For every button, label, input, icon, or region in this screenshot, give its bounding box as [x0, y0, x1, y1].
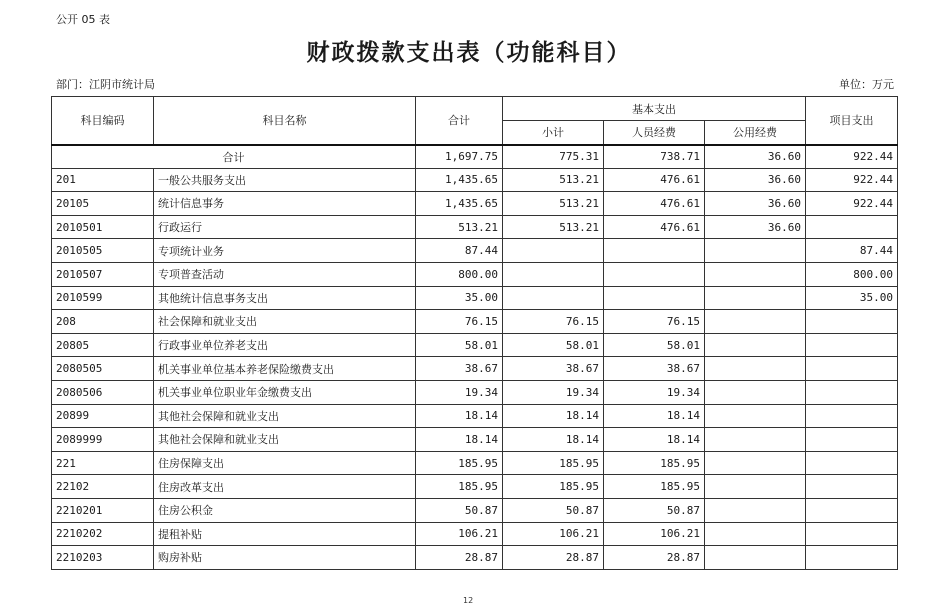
table-row [52, 498, 898, 522]
table-row [52, 239, 898, 263]
public-cell [705, 451, 806, 475]
subtotal-cell: 513.21 [503, 168, 604, 192]
personnel-cell: 476.61 [604, 192, 705, 216]
total-cell: 18.14 [416, 428, 503, 452]
header-personnel: 人员经费 [604, 121, 705, 145]
code-cell: 2080506 [52, 380, 154, 404]
name-cell: 行政事业单位养老支出 [154, 333, 416, 357]
total-cell: 87.44 [416, 239, 503, 263]
name-cell: 提租补贴 [154, 522, 416, 546]
code-cell: 2210201 [52, 498, 154, 522]
code-cell: 2010505 [52, 239, 154, 263]
code-cell: 2210202 [52, 522, 154, 546]
personnel-cell: 76.15 [604, 310, 705, 334]
total-cell: 18.14 [416, 404, 503, 428]
subtotal-cell: 18.14 [503, 404, 604, 428]
project-cell [806, 333, 898, 357]
subtotal-cell: 775.31 [503, 145, 604, 169]
subtotal-cell: 513.21 [503, 192, 604, 216]
total-cell: 185.95 [416, 475, 503, 499]
project-cell: 35.00 [806, 286, 898, 310]
table-row [52, 546, 898, 570]
name-cell: 社会保障和就业支出 [154, 310, 416, 334]
public-cell [705, 546, 806, 570]
header-basic: 基本支出 [503, 97, 806, 121]
table-row [52, 215, 898, 239]
total-label: 合计 [52, 145, 416, 169]
total-row [52, 145, 898, 169]
code-cell: 2010599 [52, 286, 154, 310]
table-row [52, 428, 898, 452]
personnel-cell: 18.14 [604, 404, 705, 428]
total-cell: 50.87 [416, 498, 503, 522]
subtotal-cell: 76.15 [503, 310, 604, 334]
name-cell: 住房改革支出 [154, 475, 416, 499]
code-cell: 2210203 [52, 546, 154, 570]
code-cell: 2080505 [52, 357, 154, 381]
personnel-cell: 50.87 [604, 498, 705, 522]
public-cell: 36.60 [705, 168, 806, 192]
public-cell [705, 404, 806, 428]
table-row [52, 192, 898, 216]
name-cell: 机关事业单位基本养老保险缴费支出 [154, 357, 416, 381]
code-cell: 2010507 [52, 262, 154, 286]
name-cell: 一般公共服务支出 [154, 168, 416, 192]
header-total: 合计 [416, 97, 503, 145]
subtotal-cell: 19.34 [503, 380, 604, 404]
personnel-cell: 185.95 [604, 475, 705, 499]
total-cell: 19.34 [416, 380, 503, 404]
header-code: 科目编码 [52, 97, 154, 145]
header-subtotal: 小计 [503, 121, 604, 145]
name-cell: 机关事业单位职业年金缴费支出 [154, 380, 416, 404]
table-tag: 公开 05 表 [56, 13, 110, 26]
name-cell: 住房公积金 [154, 498, 416, 522]
total-cell: 1,435.65 [416, 192, 503, 216]
project-cell [806, 546, 898, 570]
personnel-cell [604, 286, 705, 310]
project-cell: 800.00 [806, 262, 898, 286]
name-cell: 专项普查活动 [154, 262, 416, 286]
page-number: 12 [463, 597, 473, 604]
subtotal-cell: 18.14 [503, 428, 604, 452]
total-cell: 35.00 [416, 286, 503, 310]
subtotal-cell: 28.87 [503, 546, 604, 570]
code-cell: 2089999 [52, 428, 154, 452]
code-cell: 221 [52, 451, 154, 475]
code-cell: 22102 [52, 475, 154, 499]
personnel-cell: 18.14 [604, 428, 705, 452]
name-cell: 其他统计信息事务支出 [154, 286, 416, 310]
table-row [52, 522, 898, 546]
project-cell [806, 428, 898, 452]
total-cell: 1,435.65 [416, 168, 503, 192]
subtotal-cell: 38.67 [503, 357, 604, 381]
public-cell [705, 286, 806, 310]
header-name: 科目名称 [154, 97, 416, 145]
name-cell: 住房保障支出 [154, 451, 416, 475]
project-cell [806, 404, 898, 428]
table-row [52, 357, 898, 381]
subtotal-cell [503, 262, 604, 286]
header-row [52, 97, 898, 121]
table-row [52, 333, 898, 357]
public-cell: 36.60 [705, 192, 806, 216]
code-cell: 208 [52, 310, 154, 334]
public-cell [705, 498, 806, 522]
name-cell: 其他社会保障和就业支出 [154, 428, 416, 452]
project-cell [806, 357, 898, 381]
header-project: 项目支出 [806, 97, 898, 145]
code-cell: 201 [52, 168, 154, 192]
table-row [52, 475, 898, 499]
department-label: 部门：江阴市统计局 [56, 78, 155, 91]
total-cell: 28.87 [416, 546, 503, 570]
public-cell [705, 357, 806, 381]
total-cell: 106.21 [416, 522, 503, 546]
subtotal-cell [503, 239, 604, 263]
total-cell: 800.00 [416, 262, 503, 286]
code-cell: 20805 [52, 333, 154, 357]
project-cell [806, 522, 898, 546]
name-cell: 专项统计业务 [154, 239, 416, 263]
table-row [52, 168, 898, 192]
personnel-cell [604, 239, 705, 263]
subtotal-cell: 185.95 [503, 475, 604, 499]
subtotal-cell [503, 286, 604, 310]
page-title: 财政拨款支出表（功能科目） [306, 39, 632, 66]
public-cell [705, 428, 806, 452]
personnel-cell: 738.71 [604, 145, 705, 169]
project-cell [806, 451, 898, 475]
public-cell [705, 333, 806, 357]
project-cell [806, 475, 898, 499]
project-cell [806, 215, 898, 239]
table-row [52, 310, 898, 334]
public-cell [705, 475, 806, 499]
personnel-cell [604, 262, 705, 286]
public-cell [705, 522, 806, 546]
project-cell: 922.44 [806, 145, 898, 169]
name-cell: 行政运行 [154, 215, 416, 239]
total-cell: 58.01 [416, 333, 503, 357]
code-cell: 2010501 [52, 215, 154, 239]
public-cell [705, 380, 806, 404]
public-cell: 36.60 [705, 215, 806, 239]
subtotal-cell: 58.01 [503, 333, 604, 357]
personnel-cell: 38.67 [604, 357, 705, 381]
name-cell: 其他社会保障和就业支出 [154, 404, 416, 428]
expenditure-table [51, 96, 898, 570]
project-cell [806, 380, 898, 404]
project-cell [806, 310, 898, 334]
subtotal-cell: 106.21 [503, 522, 604, 546]
table-row [52, 380, 898, 404]
personnel-cell: 106.21 [604, 522, 705, 546]
personnel-cell: 476.61 [604, 168, 705, 192]
subtotal-cell: 513.21 [503, 215, 604, 239]
total-cell: 38.67 [416, 357, 503, 381]
name-cell: 统计信息事务 [154, 192, 416, 216]
project-cell: 922.44 [806, 168, 898, 192]
total-cell: 76.15 [416, 310, 503, 334]
code-cell: 20105 [52, 192, 154, 216]
table-row [52, 404, 898, 428]
code-cell: 20899 [52, 404, 154, 428]
unit-label: 单位：万元 [839, 78, 894, 91]
name-cell: 购房补贴 [154, 546, 416, 570]
public-cell: 36.60 [705, 145, 806, 169]
header-public: 公用经费 [705, 121, 806, 145]
total-cell: 1,697.75 [416, 145, 503, 169]
personnel-cell: 19.34 [604, 380, 705, 404]
total-cell: 185.95 [416, 451, 503, 475]
personnel-cell: 28.87 [604, 546, 705, 570]
public-cell [705, 262, 806, 286]
public-cell [705, 239, 806, 263]
personnel-cell: 185.95 [604, 451, 705, 475]
personnel-cell: 476.61 [604, 215, 705, 239]
subtotal-cell: 50.87 [503, 498, 604, 522]
public-cell [705, 310, 806, 334]
subtotal-cell: 185.95 [503, 451, 604, 475]
table-row [52, 286, 898, 310]
project-cell [806, 498, 898, 522]
personnel-cell: 58.01 [604, 333, 705, 357]
total-cell: 513.21 [416, 215, 503, 239]
project-cell: 87.44 [806, 239, 898, 263]
project-cell: 922.44 [806, 192, 898, 216]
table-row [52, 451, 898, 475]
table-row [52, 262, 898, 286]
